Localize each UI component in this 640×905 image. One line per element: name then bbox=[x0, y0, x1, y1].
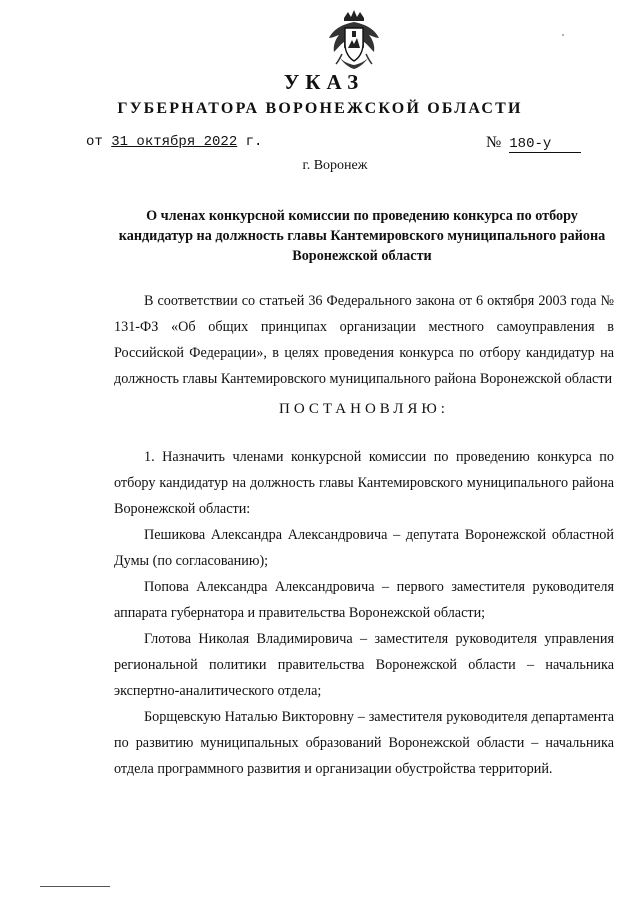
number-line bbox=[486, 134, 581, 153]
date-line bbox=[86, 134, 262, 150]
document-subtitle: ГУБЕРНАТОРА ВОРОНЕЖСКОЙ ОБЛАСТИ bbox=[117, 100, 523, 117]
number-value: 180-у bbox=[509, 136, 581, 153]
preamble-paragraph: В соответствии со статьей 36 Федерального закона от 6 октября 2003 года № 131-ФЗ «Об общих принципах организации местного самоуправления в Российской Федерации», в целях проведения конкурса по отбору кандидатур на должность главы Кантемировского муниципального района Воронежской области bbox=[114, 293, 614, 387]
footnote-divider bbox=[40, 886, 110, 887]
member-paragraph: Глотова Николая Владимировича – заместителя руководителя управления региональной политики правительства Воронежской области – начальника экспертно-аналитического отдела; bbox=[114, 631, 614, 699]
city: г. Воронеж bbox=[302, 158, 368, 173]
date-suffix: г. bbox=[245, 134, 263, 150]
scan-speck bbox=[562, 34, 564, 36]
document-title: УКАЗ bbox=[283, 70, 365, 94]
coat-of-arms-icon bbox=[326, 8, 382, 72]
date-value: 31 октября 2022 bbox=[111, 134, 238, 150]
date-prefix: от bbox=[86, 134, 103, 150]
member-paragraph: Пешикова Александра Александровича – депутата Воронежской областной Думы (по согласованию); bbox=[114, 527, 614, 569]
member-paragraph: Борщевскую Наталью Викторовну – заместителя руководителя департамента по развитию муниципальных образований Воронежской области – начальника отдела программного развития и организации обустройства территорий. bbox=[114, 709, 614, 777]
decree-body bbox=[114, 288, 614, 782]
decree-subject: О членах конкурсной комиссии по проведению конкурса по отбору кандидатур на должность главы Кантемировского муниципального района Воронежской области bbox=[118, 208, 606, 264]
number-sign: № bbox=[486, 134, 502, 151]
member-paragraph: Попова Александра Александровича – первого заместителя руководителя аппарата губернатора и правительства Воронежской области; bbox=[114, 579, 614, 621]
decree-heading: ПОСТАНОВЛЯЮ: bbox=[279, 401, 449, 417]
item-paragraph: 1. Назначить членами конкурсной комиссии по проведению конкурса по отбору кандидатур на должность главы Кантемировского муниципального района Воронежской области: bbox=[114, 449, 614, 517]
